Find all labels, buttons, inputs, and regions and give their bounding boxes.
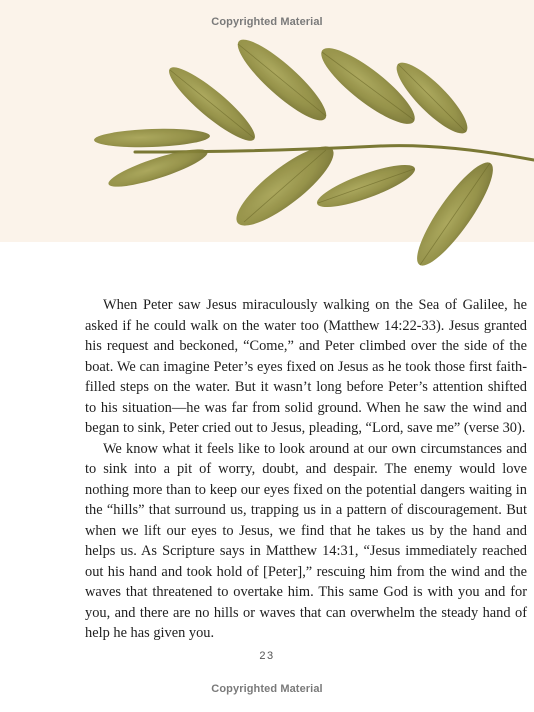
paragraph-2: We know what it feels like to look around at our own circumstances and to sink into a pit of worry, doubt, and despair. The enemy would love nothing more than to keep our eyes fixed on the potential dangers waiting in the “hills” that surround us, trapping us in a pattern of discouragement. But when we lift our eyes to Jesus, we find that he takes us by the hand and helps us. As Scripture says in Matthew 14:31, “Jesus immediately reached out his hand and took hold of [Peter],” rescuing him from the wind and the waves that threatened to overtake him. This same God is with you and for you, and there are no hills or waves that can overwhelm the steady hand of help he has given you.: [85, 440, 527, 641]
page-number: 23: [259, 650, 275, 662]
paragraph-1: When Peter saw Jesus miraculously walking on the Sea of Galilee, he asked if he could walk on the water too (Matthew 14:22-33). Jesus granted his request and beckoned, “Come,” and Peter climbed over the side of the boat. We can imagine Peter’s eyes fixed on Jesus as he took those first faith-filled steps on the water. But it wasn’t long before Peter’s attention shifted to his situation—he was far from solid ground. When he saw the wind and began to sink, Peter cried out to Jesus, pleading, “Lord, save me” (verse 30).: [85, 297, 527, 436]
copyright-watermark-top: Copyrighted Material: [211, 16, 323, 28]
olive-branch-icon: [0, 0, 534, 280]
copyright-watermark-bottom: Copyrighted Material: [211, 683, 323, 695]
body-text: [85, 295, 527, 644]
